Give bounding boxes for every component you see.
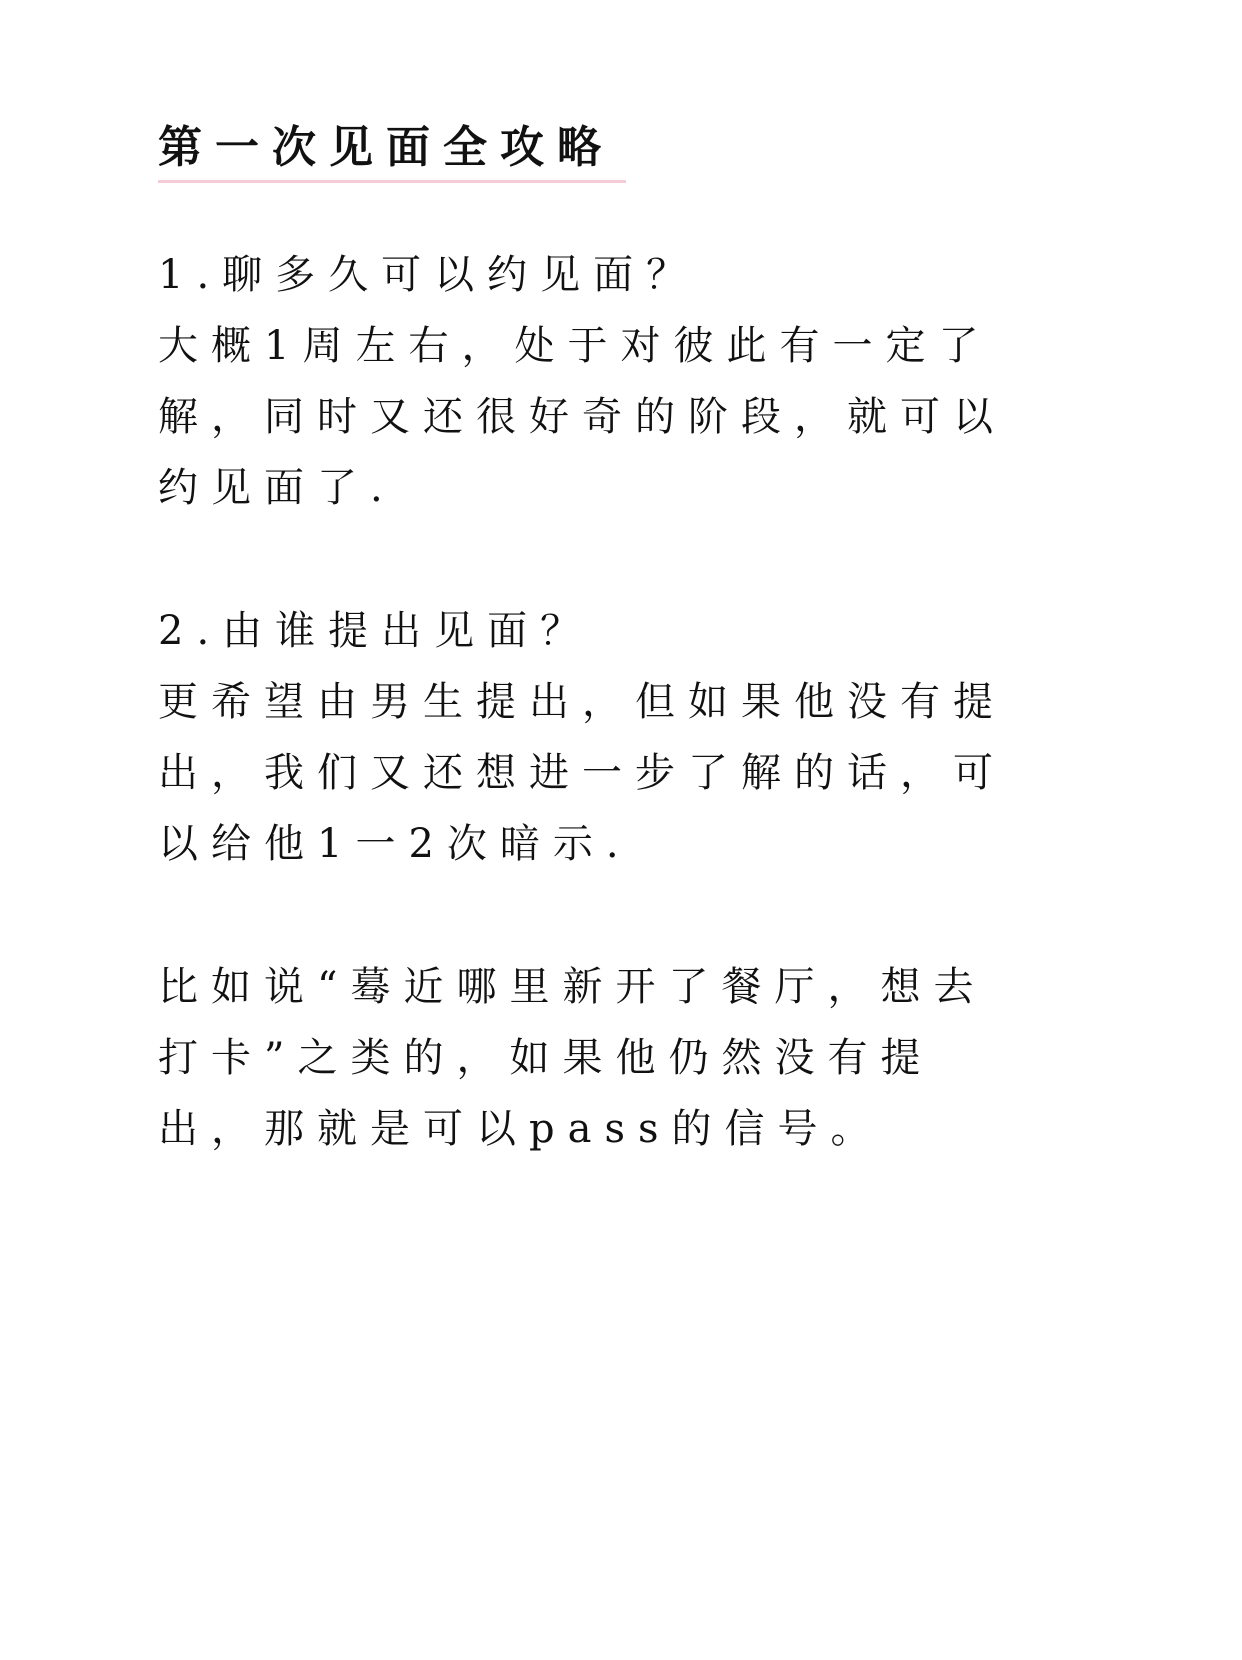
section-3-line-3: 出，那就是可以pass的信号。 xyxy=(158,1106,884,1152)
title-underline xyxy=(158,180,626,183)
section-3 xyxy=(158,952,1088,1165)
section-2-line-2: 出，我们又还想进一步了解的话，可 xyxy=(158,750,1006,796)
section-2-line-1: 更希望由男生提出，但如果他没有提 xyxy=(158,679,1006,725)
section-2 xyxy=(158,596,1088,880)
section-1-line-3: 约见面了. xyxy=(158,465,396,511)
section-3-line-2: 打卡”之类的，如果他仍然没有提 xyxy=(158,1035,934,1081)
section-1-line-2: 解，同时又还很好奇的阶段，就可以 xyxy=(158,394,1006,440)
section-1-line-1: 大概1周左右，处于对彼此有一定了 xyxy=(158,323,992,369)
section-3-line-1: 比如说“蓦近哪里新开了餐厅，想去 xyxy=(158,964,987,1010)
section-2-line-3: 以给他1一2次暗示. xyxy=(158,821,632,867)
section-1 xyxy=(158,240,1088,524)
section-1-heading: 1.聊多久可以约见面？ xyxy=(158,252,700,298)
page-title: 第一次见面全攻略 xyxy=(158,122,614,173)
section-2-heading: 2.由谁提出见面？ xyxy=(158,608,594,654)
